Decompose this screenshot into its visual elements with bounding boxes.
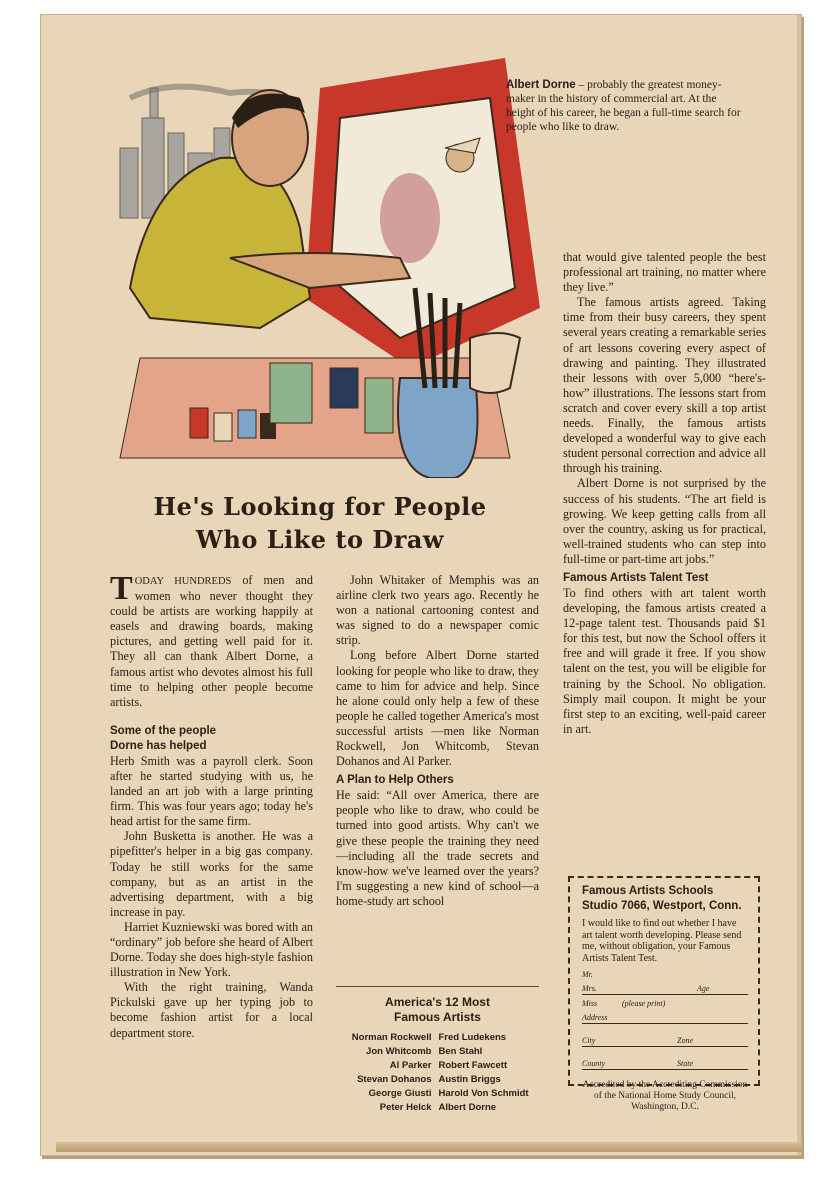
caption-name: Albert Dorne bbox=[506, 79, 576, 91]
artist-name: Harold Von Schmidt bbox=[438, 1088, 529, 1099]
city-label: City bbox=[582, 1036, 596, 1045]
subhead-people-helped-1: Some of the people bbox=[110, 724, 217, 737]
intro-smallcaps: ODAY HUNDREDS bbox=[134, 576, 232, 587]
page-bottom-edge bbox=[56, 1142, 802, 1152]
mrs-label: Mrs. bbox=[582, 984, 597, 993]
artist-name: Austin Briggs bbox=[438, 1074, 501, 1085]
artists-row bbox=[336, 1087, 539, 1101]
intro-paragraph bbox=[110, 570, 313, 710]
artists-row bbox=[336, 1073, 539, 1087]
subhead-talent-test: Famous Artists Talent Test bbox=[563, 571, 709, 584]
paragraph-wanda-pickulski: With the right training, Wanda Pickulski gave up her typing job to become fashion artist for a local department store. bbox=[110, 980, 313, 1040]
miss-row bbox=[582, 999, 748, 1009]
divider bbox=[336, 986, 539, 987]
address-field[interactable]: Address bbox=[582, 1013, 748, 1024]
paragraph-continued: that would give talented people the best professional art training, no matter where they live.” bbox=[563, 250, 766, 295]
state-label: State bbox=[677, 1059, 693, 1068]
artists-table bbox=[336, 1031, 539, 1115]
accreditation-text: Accredited by the Accrediting Commission of the National Home Study Council, Washington, D.C. bbox=[582, 1080, 748, 1112]
artists-row bbox=[336, 1101, 539, 1115]
county-state-field[interactable] bbox=[582, 1059, 748, 1070]
article-column-1 bbox=[110, 570, 313, 1041]
albert-dorne-illustration bbox=[110, 58, 540, 478]
age-label: Age bbox=[697, 984, 710, 993]
please-print-label: (please print) bbox=[622, 999, 666, 1008]
artist-name: Al Parker bbox=[389, 1060, 432, 1071]
article-column-2 bbox=[336, 573, 539, 909]
paragraph-artists-agreed: The famous artists agreed. Taking time from their busy careers, they spent several years creating a remarkable series of art lessons covering every aspect of drawing and painting. They illustrated their lessons with over 5,000 “here's-how” illustrations. The lessons start from scratch and cover every skill a top artist needs. Finally, the famous artists developed a wonderful way to give each student personal correction and advice all through his training. bbox=[563, 295, 766, 476]
illustration-caption bbox=[506, 78, 746, 134]
mail-coupon[interactable] bbox=[568, 876, 760, 1112]
coupon-school-name: Famous Artists Schools bbox=[582, 885, 714, 897]
artist-name: Norman Rockwell bbox=[351, 1032, 432, 1043]
paragraph-john-busketta: John Busketta is another. He was a pipefitter's helper in a big gas company. Today he still works for the same company, but as an artist in the advertising department, with a big increase in pay. bbox=[110, 829, 313, 919]
artist-name: Stevan Dohanos bbox=[357, 1074, 432, 1085]
caption-text: – probably the greatest money-maker in the history of commercial art. At the height of his career, he began a full-time search for people who like to draw. bbox=[506, 79, 741, 133]
paragraph-dorne-started: Long before Albert Dorne started looking for people who like to draw, they came to him for advice and help. Since he alone could only help a few of these people he called together America's most successful artists —men like Norman Rockwell, Jon Whitcomb, Stevan Dohanos and Al Parker. bbox=[336, 648, 539, 769]
paragraph-herb-smith: Herb Smith was a payroll clerk. Soon after he started studying with us, he landed an art job with a large printing firm. This was four years ago; today he's head artist for the same firm. bbox=[110, 753, 313, 829]
paragraph-he-said: He said: “All over America, there are people who like to draw, who could be turned into good artists. Why can't we give these people the training they need—including all the trade secrets and know-how we've learned over the years? I'm suggesting a new kind of school—a home-study art school bbox=[336, 788, 539, 908]
artists-row bbox=[336, 1059, 539, 1073]
easel-icon bbox=[305, 58, 540, 368]
subhead-people-helped-2: Dorne has helped bbox=[110, 739, 207, 752]
artist-name: George Giusti bbox=[368, 1088, 432, 1099]
artist-name: Peter Helck bbox=[379, 1102, 432, 1113]
name-field[interactable] bbox=[582, 984, 748, 995]
artist-name: Albert Dorne bbox=[438, 1102, 497, 1113]
artist-name: Fred Ludekens bbox=[438, 1032, 507, 1043]
artist-name: Ben Stahl bbox=[438, 1046, 483, 1057]
artists-row bbox=[336, 1045, 539, 1059]
paragraph-harriet-kuzniewski: Harriet Kuzniewski was bored with an “ordinary” job before she heard of Albert Dorne. Today she does high-style fashion illustration in New York. bbox=[110, 919, 313, 980]
paragraph-talent-test: To find others with art talent worth developing, the famous artists created a 12-page talent test. Thousands paid $1 for this test, but now the School offers it free and will grade it free. If you show talent on the test, you will be eligible for training by the School. No obligation. Simply mail coupon. It might be your first step to an exciting, well-paid career in art. bbox=[563, 585, 766, 736]
intro-text: of men and women who never thought they could be artists are working happily at easels and drawing boards, making pictures, and getting well paid for it. They all can thank Albert Dorne, a famous artist who devotes almost his full time to helping other people become artists. bbox=[110, 573, 313, 709]
artist-name: Jon Whitcomb bbox=[366, 1046, 432, 1057]
artists-title-2: Famous Artists bbox=[394, 1010, 481, 1024]
coupon-address: Studio 7066, Westport, Conn. bbox=[582, 900, 742, 912]
city-zone-field[interactable] bbox=[582, 1036, 748, 1047]
headline-line-1: He's Looking for People bbox=[153, 492, 487, 521]
county-label: County bbox=[582, 1059, 606, 1068]
famous-artists-list bbox=[336, 986, 539, 1115]
article-column-3 bbox=[563, 250, 766, 737]
paragraph-john-whitaker: John Whitaker of Memphis was an airline clerk two years ago. Recently he won a national cartooning contest and was signed to do a newspaper comic strip. bbox=[336, 573, 539, 648]
headline bbox=[110, 490, 530, 556]
mr-label: Mr. bbox=[582, 970, 593, 979]
coupon-request-text: I would like to find out whether I have art talent worth developing. Please send me, without obligation, your Famous Artists Talent Test. bbox=[582, 918, 742, 964]
subhead-plan: A Plan to Help Others bbox=[336, 774, 454, 787]
zone-label: Zone bbox=[677, 1036, 693, 1045]
miss-label: Miss bbox=[582, 999, 598, 1008]
artist-name: Robert Fawcett bbox=[438, 1060, 508, 1071]
artists-row bbox=[336, 1031, 539, 1045]
paragraph-not-surprised: Albert Dorne is not surprised by the success of his students. “The art field is growing. We keep getting calls from all over the country, asking us for practical, well-trained students who can step into full-time or part-time art jobs.” bbox=[563, 476, 766, 566]
headline-line-2: Who Like to Draw bbox=[195, 525, 445, 554]
drop-cap: T bbox=[110, 570, 133, 607]
artists-title-1: America's 12 Most bbox=[385, 995, 490, 1009]
